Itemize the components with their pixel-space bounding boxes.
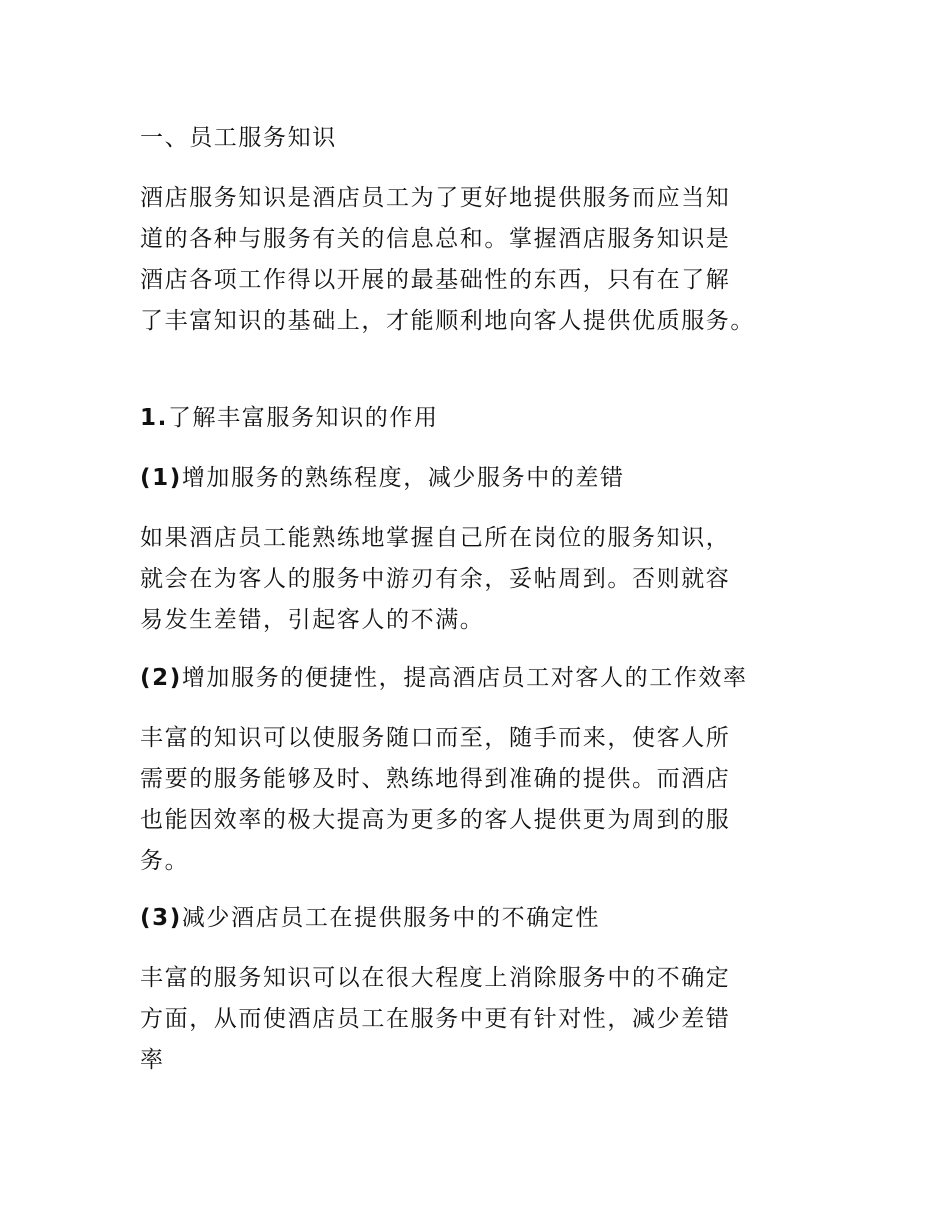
item-paragraph bbox=[140, 718, 820, 882]
paragraph-line: 易发生差错，引起客人的不满。 bbox=[140, 607, 485, 633]
item-number: (1) bbox=[140, 465, 182, 491]
paragraph-line: 酒店各项工作得以开展的最基础性的东西，只有在了解 bbox=[140, 267, 731, 293]
item-heading bbox=[140, 900, 820, 936]
paragraph-line: 需要的服务能够及时、熟练地得到准确的提供。而酒店 bbox=[140, 766, 731, 792]
item-heading bbox=[140, 660, 820, 696]
item-number: (3) bbox=[140, 905, 182, 931]
subsection-title: 了解丰富服务知识的作用 bbox=[167, 405, 439, 431]
item-paragraph bbox=[140, 518, 820, 641]
item-heading bbox=[140, 460, 820, 496]
paragraph-line: 务。 bbox=[140, 848, 190, 874]
subsection-number: 1. bbox=[140, 405, 168, 431]
paragraph-line: 了丰富知识的基础上，才能顺利地向客人提供优质服务。 bbox=[140, 308, 755, 334]
paragraph-line: 方面，从而使酒店员工在服务中更有针对性，减少差错 bbox=[140, 1006, 731, 1032]
item-heading-text: 减少酒店员工在提供服务中的不确定性 bbox=[181, 905, 601, 931]
paragraph-line: 道的各种与服务有关的信息总和。掌握酒店服务知识是 bbox=[140, 226, 731, 252]
item-paragraph bbox=[140, 958, 820, 1081]
paragraph-line: 丰富的知识可以使服务随口而至，随手而来，使客人所 bbox=[140, 725, 731, 751]
item-heading-text: 增加服务的熟练程度，减少服务中的差错 bbox=[181, 465, 625, 491]
item-number: (2) bbox=[140, 665, 182, 691]
paragraph-line: 率 bbox=[140, 1047, 165, 1073]
paragraph-line: 也能因效率的极大提高为更多的客人提供更为周到的服 bbox=[140, 807, 731, 833]
subsection-heading bbox=[140, 400, 820, 436]
paragraph-line: 如果酒店员工能熟练地掌握自己所在岗位的服务知识， bbox=[140, 525, 731, 551]
intro-paragraph bbox=[140, 178, 820, 342]
section-title: 一、员工服务知识 bbox=[140, 125, 337, 151]
item-heading-text: 增加服务的便捷性，提高酒店员工对客人的工作效率 bbox=[181, 665, 748, 691]
paragraph-line: 酒店服务知识是酒店员工为了更好地提供服务而应当知 bbox=[140, 185, 731, 211]
paragraph-line: 就会在为客人的服务中游刃有余，妥帖周到。否则就容 bbox=[140, 566, 731, 592]
paragraph-line: 丰富的服务知识可以在很大程度上消除服务中的不确定 bbox=[140, 965, 731, 991]
